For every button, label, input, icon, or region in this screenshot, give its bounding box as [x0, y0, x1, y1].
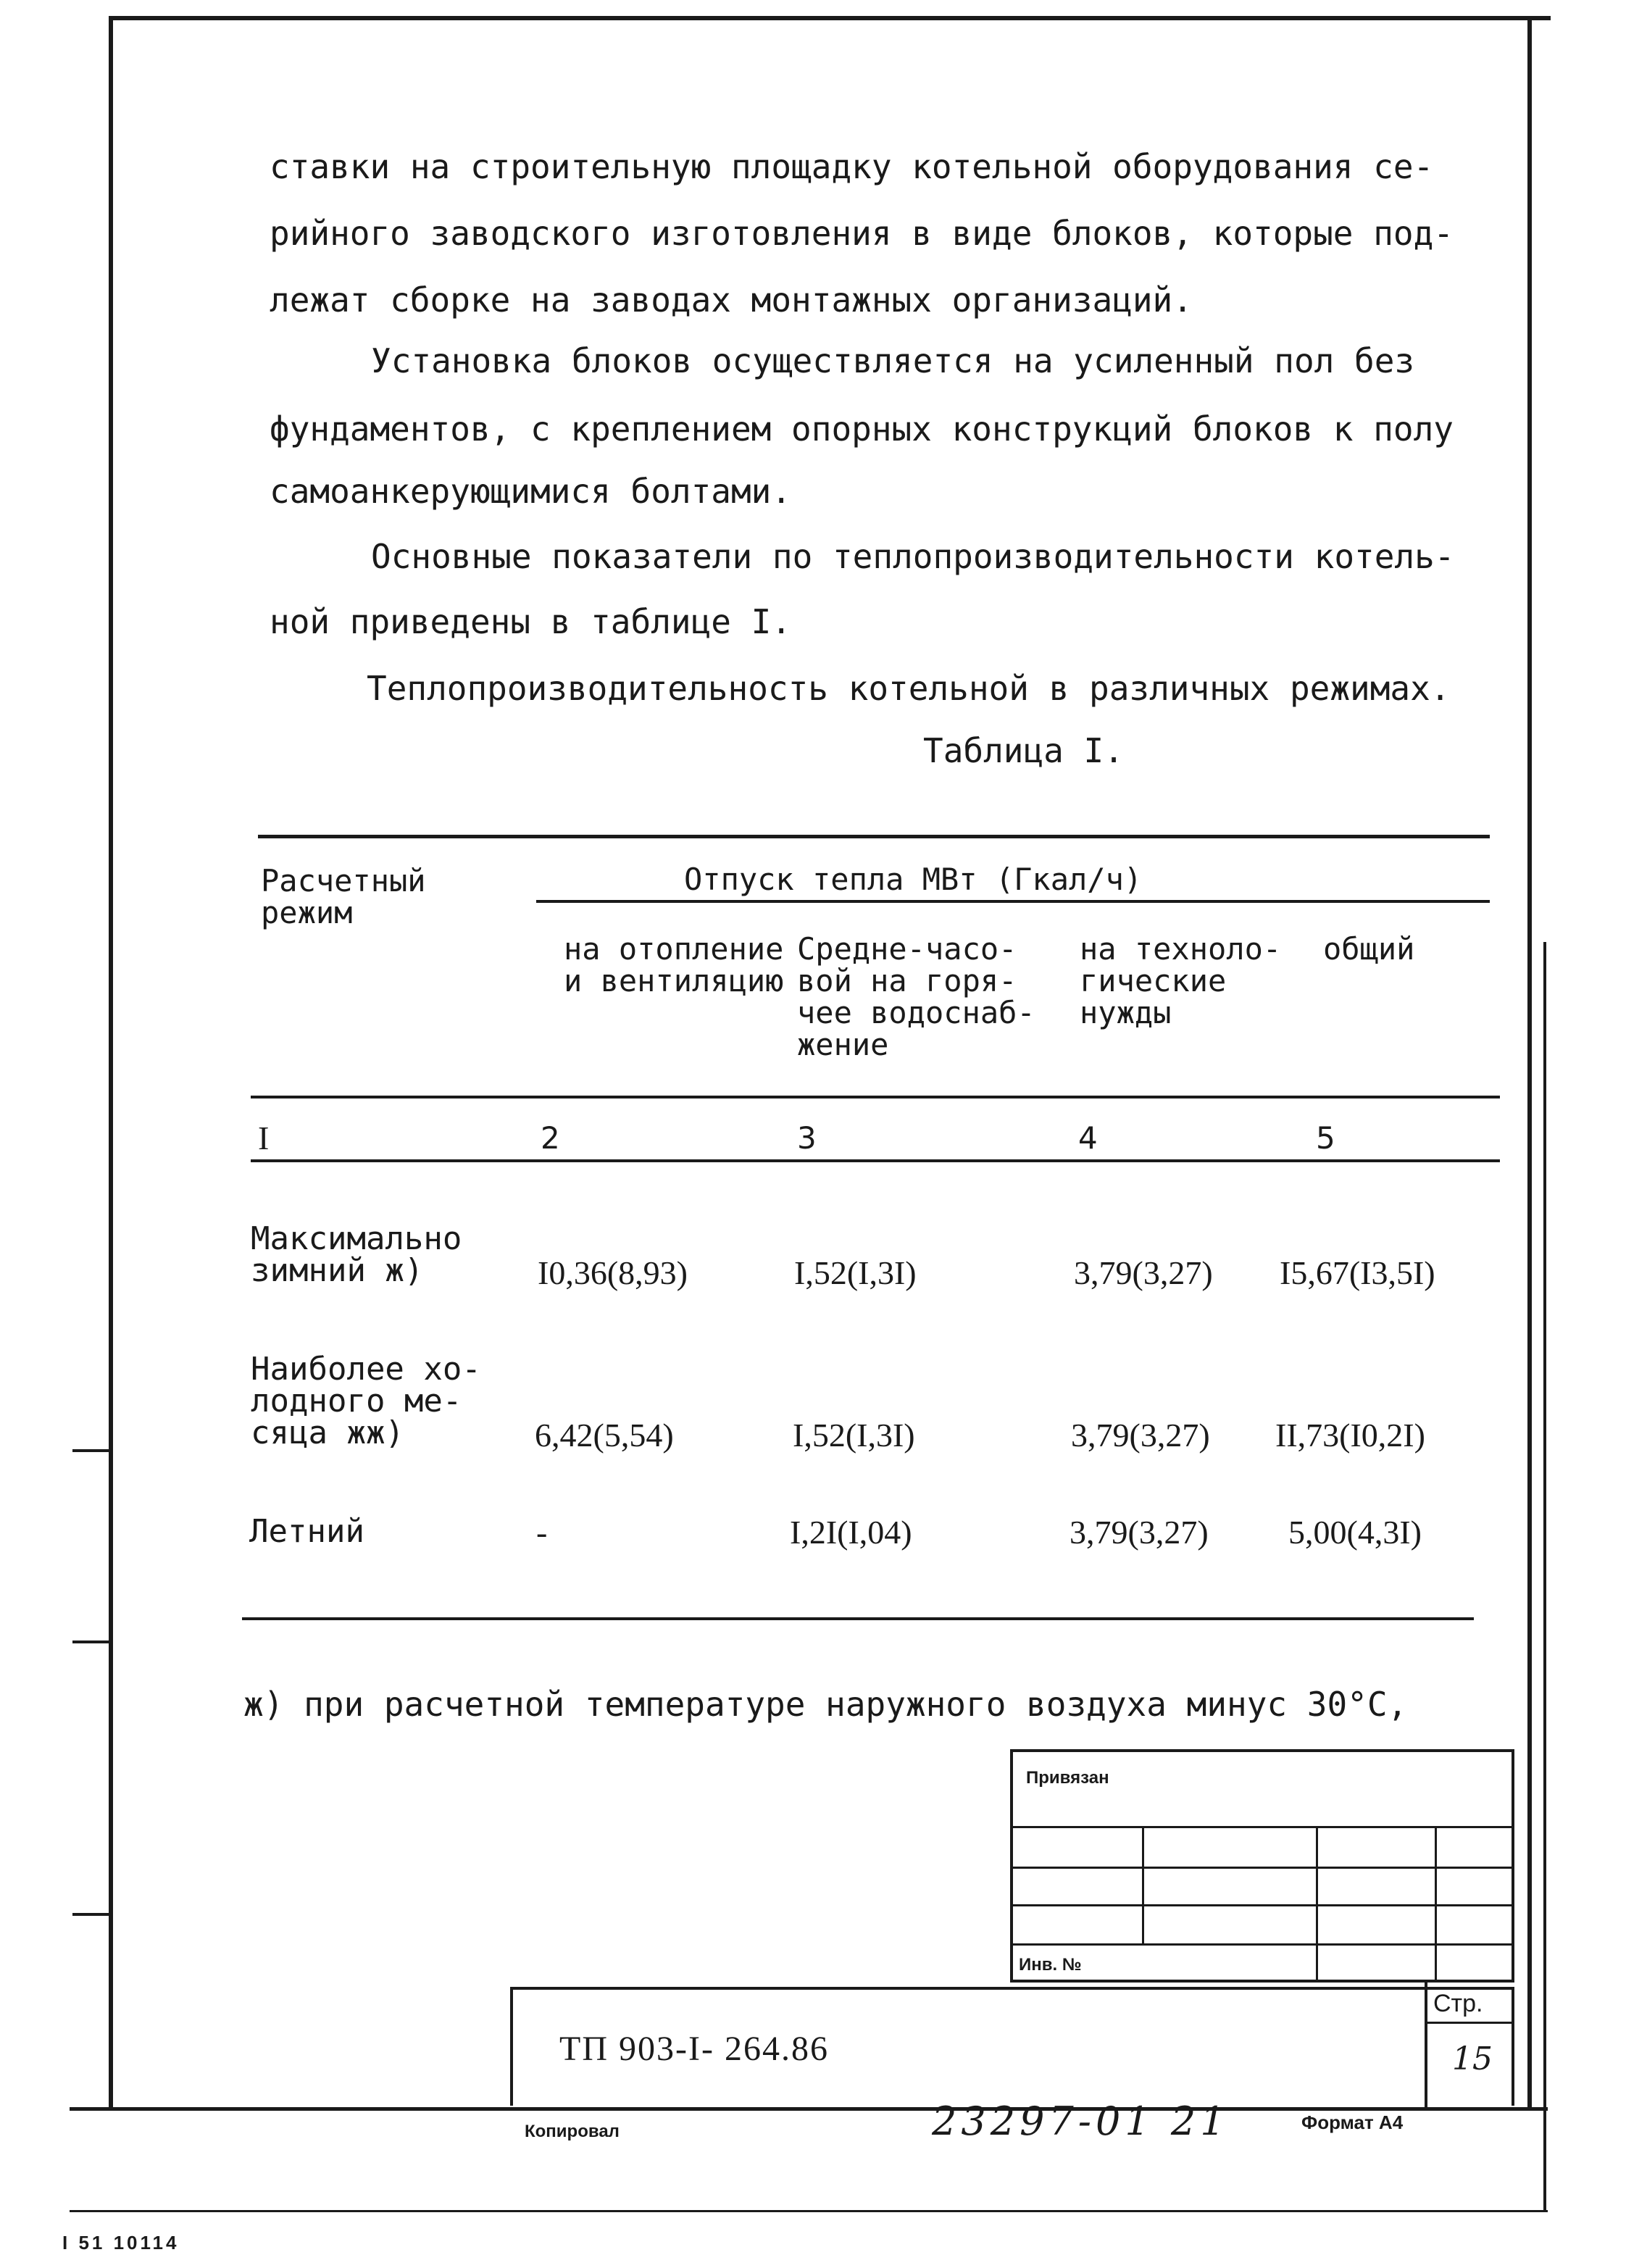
inv-no-label: Инв. № [1019, 1955, 1082, 1975]
row-2-col3: I,52(I,3I) [793, 1417, 915, 1454]
paragraph-2-line-1: Установка блоков осуществляется на усиленный пол без [371, 341, 1415, 380]
header-group-title: Отпуск тепла МВт (Гкал/ч) [684, 862, 1143, 897]
row-3-col2: - [536, 1514, 548, 1551]
paragraph-3-line-1: Основные показатели по теплопроизводительности котель- [371, 537, 1455, 576]
paragraph-2-line-3: самоанкерующимися болтами. [270, 472, 792, 511]
table-group-rule [536, 900, 1490, 903]
frame-bottom-line [70, 2107, 1548, 2111]
copied-label: Копировал [525, 2122, 620, 2141]
col-number-2: 2 [541, 1120, 560, 1156]
paragraph-1-line-1: ставки на строительную площадку котельной оборудования се- [270, 147, 1434, 186]
edge-code: I 51 10114 [62, 2232, 180, 2254]
table-heading: Теплопроизводительность котельной в различных режимах. [367, 669, 1451, 708]
page-cell-left-line [1425, 1983, 1427, 2107]
upper-grid-v1 [1142, 1826, 1144, 1945]
row-2-col4: 3,79(3,27) [1071, 1417, 1210, 1454]
paragraph-2-line-2: фундаментов, с креплением опорных конструкций блоков к полу [270, 409, 1454, 449]
privyazan-label: Привязан [1026, 1768, 1109, 1788]
col-number-3: 3 [797, 1120, 817, 1156]
table-numbers-rule [251, 1159, 1500, 1162]
header-col4: на техноло- гические нужды [1080, 931, 1282, 1030]
row-3-col4: 3,79(3,27) [1070, 1514, 1209, 1551]
format-label: Формат А4 [1301, 2111, 1404, 2133]
row-3-col5: 5,00(4,3I) [1288, 1514, 1422, 1551]
frame-right-line [1527, 16, 1532, 2110]
header-col2: на отопление и вентиляцию [564, 931, 784, 998]
binding-mark-1 [72, 1449, 110, 1452]
binding-mark-2 [72, 1640, 110, 1643]
row-1-col2: I0,36(8,93) [538, 1254, 688, 1291]
paragraph-1-line-3: лежат сборке на заводах монтажных организаций. [270, 280, 1193, 320]
upper-grid-v2 [1316, 1826, 1318, 1983]
header-col5: общий [1323, 931, 1415, 967]
footnote: ж) при расчетной температуре наружного воздуха минус 30°С, [243, 1685, 1408, 1724]
paragraph-3-line-2: ной приведены в таблице I. [270, 602, 792, 641]
outer-right-line [1543, 942, 1546, 2210]
table-number: Таблица I. [923, 731, 1124, 770]
col-number-4: 4 [1078, 1120, 1098, 1156]
row-2-col5: II,73(I0,2I) [1275, 1417, 1425, 1454]
table-top-rule [258, 835, 1490, 838]
handwritten-number: 23297-01 21 [932, 2098, 1230, 2144]
header-col3: Средне-часо- вой на горя- чее водоснаб- жение [797, 931, 1035, 1062]
binding-mark-3 [72, 1913, 110, 1916]
col-number-1: I [258, 1120, 270, 1156]
frame-left-line [109, 16, 113, 2110]
row-3-col3: I,2I(I,04) [790, 1514, 912, 1551]
outer-bottom-line [70, 2210, 1548, 2212]
upper-grid-h1 [1010, 1826, 1514, 1828]
table-bottom-rule [242, 1617, 1474, 1620]
row-2-col2: 6,42(5,54) [535, 1417, 674, 1454]
page-number: 15 [1452, 2040, 1493, 2077]
page-cell-mid-line [1425, 2022, 1514, 2024]
doc-code: ТП 903-I- 264.86 [559, 2030, 829, 2068]
table-header-bottom-rule [251, 1096, 1500, 1098]
page-label: Стр. [1433, 1990, 1483, 2017]
col-number-5: 5 [1316, 1120, 1335, 1156]
header-mode: Расчетный режим [261, 863, 426, 930]
row-1-col3: I,52(I,3I) [794, 1254, 917, 1291]
upper-grid-h4 [1010, 1943, 1514, 1946]
row-3-mode: Летний [249, 1513, 364, 1550]
row-2-mode: Наиболее хо- лодного ме- сяца жж) [251, 1351, 481, 1451]
row-1-col4: 3,79(3,27) [1074, 1254, 1213, 1291]
upper-grid-h2 [1010, 1867, 1514, 1869]
row-1-col5: I5,67(I3,5I) [1280, 1254, 1435, 1291]
paragraph-1-line-2: рийного заводского изготовления в виде блоков, которые под- [270, 214, 1454, 253]
frame-top-line [109, 16, 1551, 20]
row-1-mode: Максимально зимний ж) [251, 1220, 462, 1289]
upper-grid-v3 [1435, 1826, 1437, 1983]
upper-grid-h3 [1010, 1904, 1514, 1906]
